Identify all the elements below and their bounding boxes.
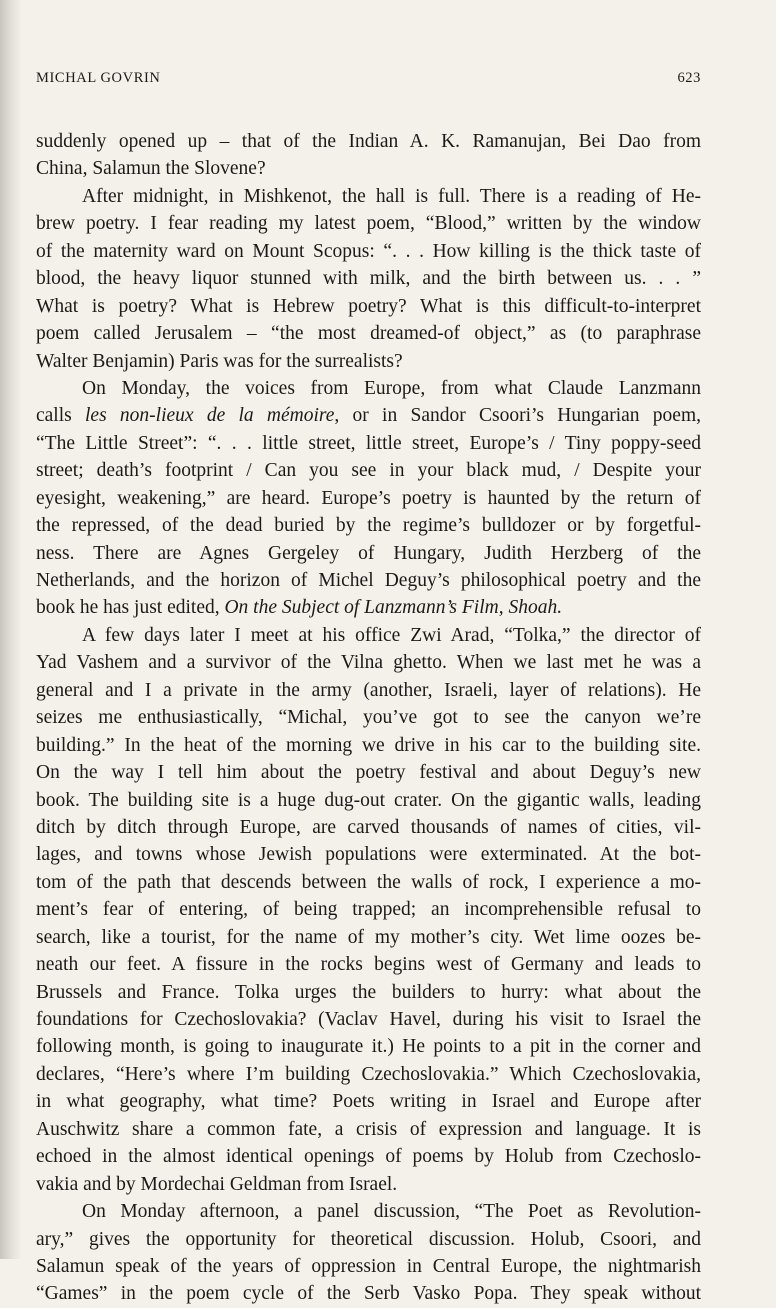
text-line: Auschwitz share a common fate, a crisis of expression and language. It is bbox=[36, 1118, 701, 1140]
running-head: MICHAL GOVRIN bbox=[36, 70, 161, 86]
text-line: declares, “Here’s where I’m building Czechoslovakia.” Which Czechoslovakia, bbox=[36, 1063, 701, 1085]
text-line: ditch by ditch through Europe, are carved thousands of names of cities, vil- bbox=[36, 816, 701, 838]
text-line: lages, and towns whose Jewish populations were exterminated. At the bot- bbox=[36, 844, 701, 866]
text-line: Yad Vashem and a survivor of the Vilna ghetto. When we last met he was a bbox=[36, 652, 701, 674]
body-text bbox=[36, 128, 701, 1308]
text-line: ary,” gives the opportunity for theoretical discussion. Holub, Csoori, and bbox=[36, 1228, 701, 1250]
text-line: brew poetry. I fear reading my latest poem, “Blood,” written by the window bbox=[36, 213, 701, 235]
text-line: After midnight, in Mishkenot, the hall is full. There is a reading of He- bbox=[82, 185, 701, 207]
text-line: street; death’s footprint / Can you see in your black mud, / Despite your bbox=[36, 460, 701, 482]
text-line: What is poetry? What is Hebrew poetry? What is this difficult-to-interpret bbox=[36, 295, 701, 317]
text-line: Brussels and France. Tolka urges the builders to hurry: what about the bbox=[36, 981, 701, 1003]
page-header bbox=[36, 70, 701, 94]
text-line: foundations for Czechoslovakia? (Vaclav Havel, during his visit to Israel the bbox=[36, 1009, 701, 1030]
text-line: tom of the path that descends between the walls of rock, I experience a mo- bbox=[36, 871, 701, 893]
text-line: general and I a private in the army (another, Israeli, layer of relations). He bbox=[36, 679, 701, 701]
text-line: “The Little Street”: “. . . little street, little street, Europe’s / Tiny poppy-seed bbox=[36, 432, 701, 454]
text-line: A few days later I meet at his office Zwi Arad, “Tolka,” the director of bbox=[82, 624, 701, 646]
page-gutter-shadow bbox=[0, 0, 22, 1259]
text-line: blood, the heavy liquor stunned with milk, and the birth between us. . . ” bbox=[36, 268, 701, 290]
text-line: On Monday afternoon, a panel discussion, “The Poet as Revolution- bbox=[82, 1201, 701, 1223]
text-line: following month, is going to inaugurate it.) He points to a pit in the corner and bbox=[36, 1036, 701, 1058]
text-line: “Games” in the poem cycle of the Serb Vasko Popa. They speak without bbox=[36, 1283, 701, 1305]
text-line: book he has just edited, On the Subject of Lanzmann’s Film, Shoah. bbox=[36, 597, 563, 619]
text-line: book. The building site is a huge dug-out crater. On the gigantic walls, leading bbox=[36, 789, 701, 811]
text-line: calls les non-lieux de la mémoire, or in Sandor Csoori’s Hungarian poem, bbox=[36, 405, 701, 427]
text-line: On Monday, the voices from Europe, from what Claude Lanzmann bbox=[82, 377, 701, 399]
text-line: Salamun speak of the years of oppression in Central Europe, the nightmarish bbox=[36, 1255, 701, 1277]
text-line: in what geography, what time? Poets writing in Israel and Europe after bbox=[36, 1091, 701, 1113]
text-line: China, Salamun the Slovene? bbox=[36, 158, 266, 180]
text-line: eyesight, weakening,” are heard. Europe’s poetry is haunted by the return of bbox=[36, 487, 701, 509]
text-line: poem called Jerusalem – “the most dreamed-of object,” as (to paraphrase bbox=[36, 323, 701, 345]
text-line: suddenly opened up – that of the Indian A. K. Ramanujan, Bei Dao from bbox=[36, 131, 701, 152]
text-line: building.” In the heat of the morning we drive in his car to the building site. bbox=[36, 734, 701, 756]
text-line: neath our feet. A fissure in the rocks begins west of Germany and leads to bbox=[36, 954, 701, 976]
text-line: ment’s fear of entering, of being trapped; an incomprehensible refusal to bbox=[36, 899, 701, 921]
text-line: of the maternity ward on Mount Scopus: “. . . How killing is the thick taste of bbox=[36, 240, 701, 262]
text-line: seizes me enthusiastically, “Michal, you’ve got to see the canyon we’re bbox=[36, 707, 701, 729]
text-line: Walter Benjamin) Paris was for the surrealists? bbox=[36, 350, 403, 372]
text-line: ness. There are Agnes Gergeley of Hungary, Judith Herzberg of the bbox=[36, 542, 701, 564]
text-line: the repressed, of the dead buried by the regime’s bulldozer or by forgetful- bbox=[36, 515, 701, 537]
text-line: echoed in the almost identical openings of poems by Holub from Czechoslo- bbox=[36, 1146, 701, 1168]
text-line: search, like a tourist, for the name of my mother’s city. Wet lime oozes be- bbox=[36, 926, 701, 948]
page-number: 623 bbox=[677, 70, 701, 86]
text-line: vakia and by Mordechai Geldman from Israel. bbox=[36, 1173, 398, 1195]
text-line: Netherlands, and the horizon of Michel Deguy’s philosophical poetry and the bbox=[36, 570, 701, 591]
text-line: On the way I tell him about the poetry festival and about Deguy’s new bbox=[36, 762, 701, 784]
